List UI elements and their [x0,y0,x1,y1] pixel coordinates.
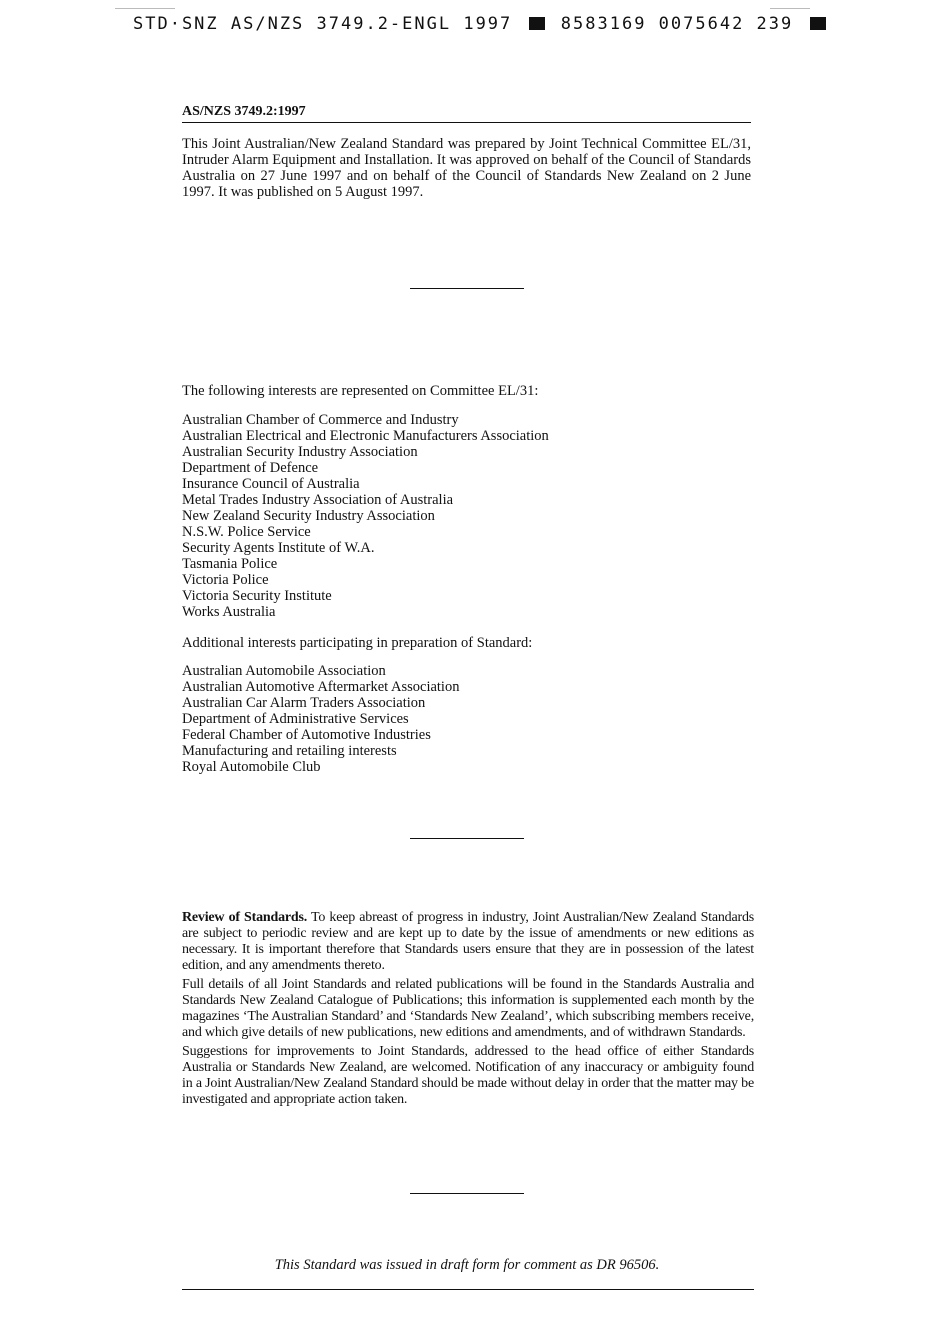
standard-id: AS/NZS 3749.2:1997 [182,104,751,123]
review-para1-text: To keep abreast of progress in industry, Joint Australian/New Zealand Standards are subject to periodic review and are kept up to date by the issue of amendments or new editions as necessary. It is important therefore that Standards users ensure that they are in possession of the latest edition, and any amendments thereto. [182,910,754,973]
footer-rule [182,1289,754,1290]
section-divider [410,1193,524,1194]
document-code-part1: STD·SNZ AS/NZS 3749.2-ENGL 1997 [133,14,513,34]
additional-intro: Additional interests participating in preparation of Standard: [182,635,533,651]
review-heading: Review of Standards. [182,910,308,925]
section-divider [410,838,524,839]
list-item: Australian Automobile Association [182,663,386,679]
list-item: Department of Administrative Services [182,711,409,727]
preparation-note: This Joint Australian/New Zealand Standard was prepared by Joint Technical Committee EL/31, Intruder Alarm Equipment and Installation. It was approved on behalf of the Council of Standards Australia on 27 June 1997 and on behalf of the Council of Standards New Zealand on 2 June 1997. It was published on 5 August 1997. [182,136,751,200]
list-item: Federal Chamber of Automotive Industries [182,727,431,743]
list-item: Victoria Security Institute [182,588,332,604]
list-item: Manufacturing and retailing interests [182,743,397,759]
list-item: Security Agents Institute of W.A. [182,540,375,556]
draft-note: This Standard was issued in draft form for comment as DR 96506. [274,1257,660,1273]
list-item: Metal Trades Industry Association of Australia [182,492,454,508]
black-block-icon [810,17,826,30]
list-item: Australian Car Alarm Traders Association [182,695,426,711]
list-item: New Zealand Security Industry Association [182,508,435,524]
committee-members-list [182,412,752,620]
document-code-part2: 8583169 0075642 239 [560,14,794,34]
black-block-icon [529,17,545,30]
scan-artifact [115,8,175,9]
list-item: Victoria Police [182,572,269,588]
list-item: Insurance Council of Australia [182,476,360,492]
review-of-standards-section [182,910,754,1111]
committee-section [182,383,752,775]
review-paragraph-2: Full details of all Joint Standards and related publications will be found in the Standards Australia and Standards New Zealand Catalogue of Publications; this information is supplemented each month by the magazines ‘The Australian Standard’ and ‘Standards New Zealand’, which subscribing members receive, and which give details of new publications, new editions and amendments, and of withdrawn Standards. [182,977,754,1040]
review-paragraph-3: Suggestions for improvements to Joint Standards, addressed to the head office of either Standards Australia or Standards New Zealand, are welcomed. Notification of any inaccuracy or ambiguity found in a Joint Australian/New Zealand Standard should be made without delay in order that the matter may be investigated and appropriate action taken. [182,1044,754,1107]
list-item: Australian Automotive Aftermarket Association [182,679,460,695]
additional-interests-list [182,663,752,775]
list-item: Department of Defence [182,460,319,476]
committee-intro: The following interests are represented on Committee EL/31: [182,383,539,399]
list-item: Australian Electrical and Electronic Manufacturers Association [182,428,549,444]
section-divider [410,288,524,289]
document-code-header [133,14,833,34]
review-paragraph-1 [182,910,754,974]
list-item: Australian Security Industry Association [182,444,418,460]
list-item: N.S.W. Police Service [182,524,311,540]
list-item: Royal Automobile Club [182,759,321,775]
list-item: Works Australia [182,604,276,620]
scan-artifact [770,8,810,9]
list-item: Australian Chamber of Commerce and Industry [182,412,459,428]
list-item: Tasmania Police [182,556,278,572]
